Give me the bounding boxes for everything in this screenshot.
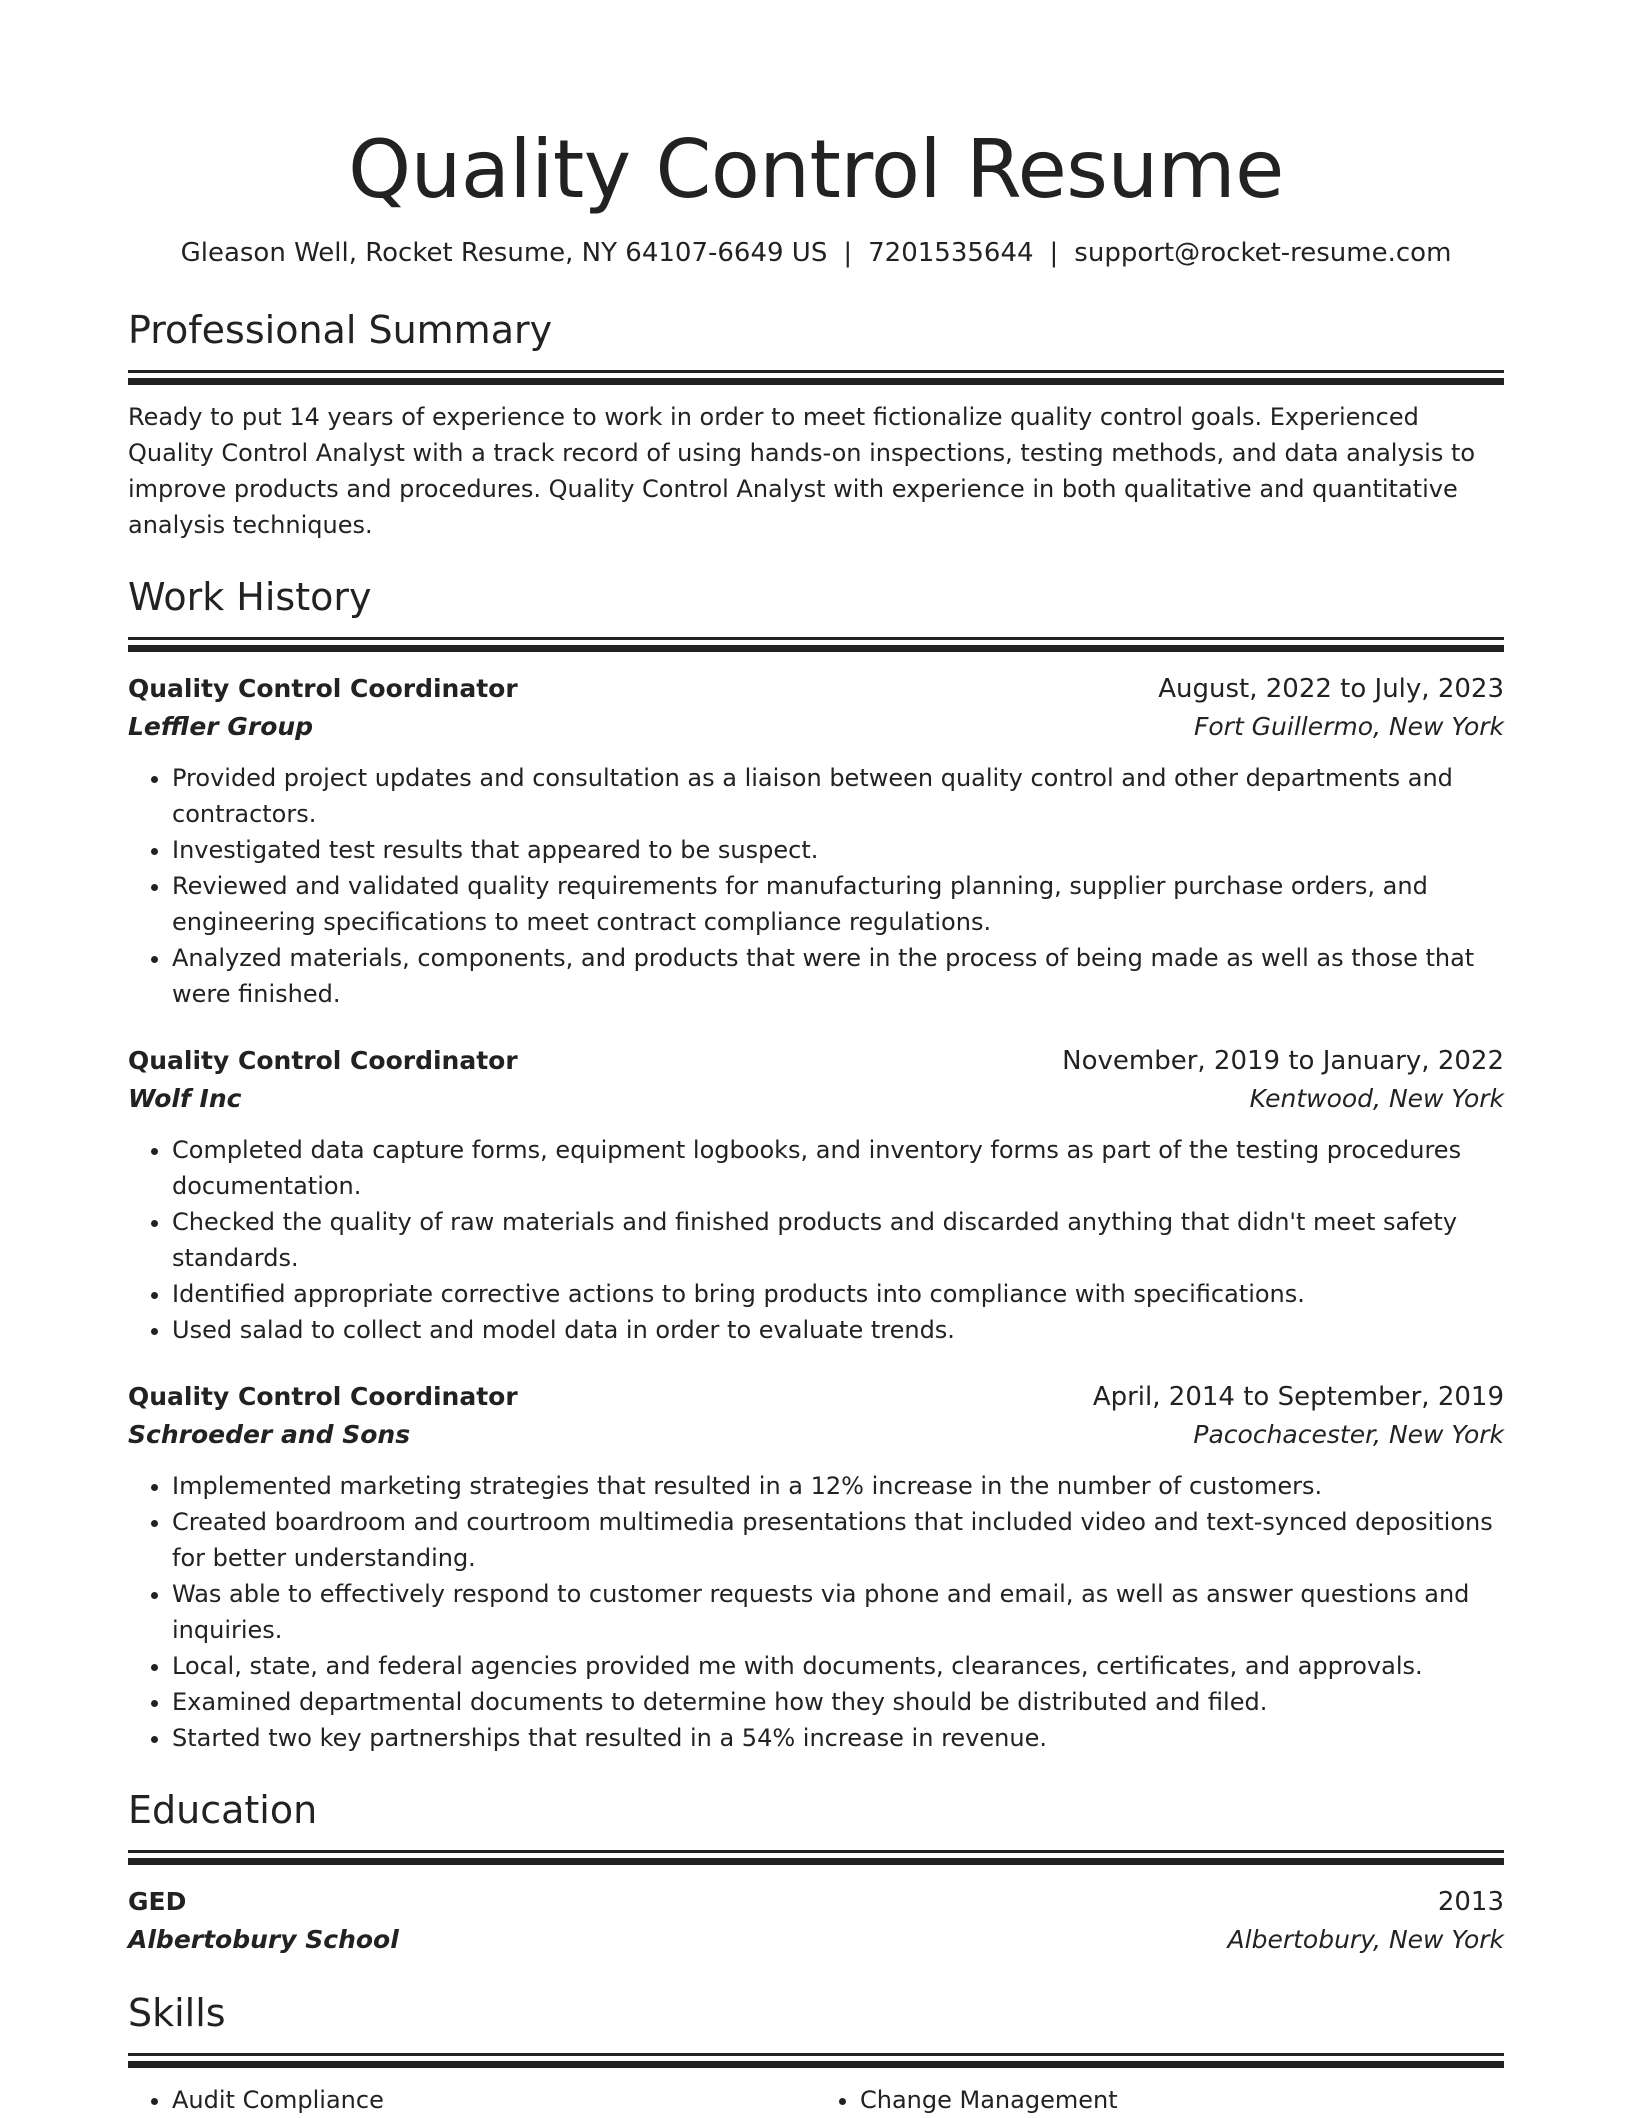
skills-columns bbox=[128, 2082, 1504, 2118]
job-bullet: • Checked the quality of raw materials and finished products and discarded anything that didn't meet safety standards. bbox=[172, 1204, 1504, 1276]
job-company-row bbox=[128, 708, 1504, 746]
skill-item: • Audit Compliance bbox=[172, 2082, 816, 2118]
contact-separator: | bbox=[843, 238, 853, 268]
job-header-row bbox=[128, 1378, 1504, 1416]
section-divider-thin bbox=[128, 637, 1504, 640]
education-year: 2013 bbox=[1437, 1887, 1504, 1917]
job-bullets bbox=[128, 760, 1504, 1012]
work-history-heading: Work History bbox=[128, 575, 372, 619]
job-bullet: • Was able to effectively respond to customer requests via phone and email, as well as answer questions and inquiries. bbox=[172, 1576, 1504, 1648]
job-location: Kentwood, New York bbox=[1249, 1084, 1504, 1113]
job-company: Leffler Group bbox=[128, 712, 314, 741]
contact-email: support@rocket-resume.com bbox=[1074, 238, 1452, 268]
job-company-row bbox=[128, 1416, 1504, 1454]
section-divider-thin bbox=[128, 2053, 1504, 2056]
summary-heading: Professional Summary bbox=[128, 308, 553, 352]
skills-column-right bbox=[816, 2082, 1504, 2118]
job-entry bbox=[128, 1042, 1504, 1348]
job-bullet: • Examined departmental documents to determine how they should be distributed and filed. bbox=[172, 1684, 1504, 1720]
job-dates: August, 2022 to July, 2023 bbox=[1158, 674, 1504, 704]
skills-section bbox=[128, 1989, 1504, 2118]
section-divider-thick bbox=[128, 378, 1504, 385]
work-history-section bbox=[128, 573, 1504, 1756]
job-bullet: • Analyzed materials, components, and products that were in the process of being made as well as those that were finished. bbox=[172, 940, 1504, 1012]
job-company: Wolf Inc bbox=[128, 1084, 242, 1113]
job-bullet: • Used salad to collect and model data in order to evaluate trends. bbox=[172, 1312, 1504, 1348]
skill-item: • Change Management bbox=[860, 2082, 1504, 2118]
contact-separator: | bbox=[1049, 238, 1059, 268]
section-divider-thick bbox=[128, 2061, 1504, 2068]
job-company: Schroeder and Sons bbox=[128, 1420, 411, 1449]
job-header-row bbox=[128, 1042, 1504, 1080]
summary-text: Ready to put 14 years of experience to work in order to meet fictionalize quality control goals. Experienced Quality Control Analyst with a track record of using hands-on inspections, testing methods, and data analysis to improve products and procedures. Quality Control Analyst with experience in both qualitative and quantitative analysis techniques. bbox=[128, 403, 1476, 539]
contact-phone: 7201535644 bbox=[868, 238, 1034, 268]
section-divider-thick bbox=[128, 645, 1504, 652]
job-title: Quality Control Coordinator bbox=[128, 1046, 518, 1075]
job-location: Pacochacester, New York bbox=[1193, 1420, 1504, 1449]
skills-heading: Skills bbox=[128, 1991, 226, 2035]
education-location: Albertobury, New York bbox=[1227, 1925, 1504, 1954]
section-divider-thick bbox=[128, 1858, 1504, 1865]
job-bullets bbox=[128, 1468, 1504, 1756]
job-bullet: • Identified appropriate corrective actions to bring products into compliance with specifications. bbox=[172, 1276, 1504, 1312]
job-location: Fort Guillermo, New York bbox=[1193, 712, 1504, 741]
job-bullet: • Started two key partnerships that resulted in a 54% increase in revenue. bbox=[172, 1720, 1504, 1756]
job-dates: April, 2014 to September, 2019 bbox=[1092, 1382, 1504, 1412]
education-section bbox=[128, 1786, 1504, 1959]
job-bullet: • Investigated test results that appeared to be suspect. bbox=[172, 832, 1504, 868]
education-school-row bbox=[128, 1921, 1504, 1959]
job-bullet: • Implemented marketing strategies that resulted in a 12% increase in the number of customers. bbox=[172, 1468, 1504, 1504]
job-title: Quality Control Coordinator bbox=[128, 674, 518, 703]
job-header-row bbox=[128, 670, 1504, 708]
job-bullet: • Completed data capture forms, equipment logbooks, and inventory forms as part of the testing procedures documentation. bbox=[172, 1132, 1504, 1204]
contact-line bbox=[128, 236, 1504, 270]
job-bullet: • Created boardroom and courtroom multimedia presentations that included video and text-synced depositions for better understanding. bbox=[172, 1504, 1504, 1576]
resume-title: Quality Control Resume bbox=[348, 123, 1284, 216]
job-bullets bbox=[128, 1132, 1504, 1348]
job-bullet: • Reviewed and validated quality requirements for manufacturing planning, supplier purchase orders, and engineering specifications to meet contract compliance regulations. bbox=[172, 868, 1504, 940]
education-school: Albertobury School bbox=[128, 1925, 399, 1954]
education-entry bbox=[128, 1883, 1504, 1959]
section-divider-thin bbox=[128, 370, 1504, 373]
summary-section bbox=[128, 306, 1504, 543]
job-bullet: • Provided project updates and consultation as a liaison between quality control and other departments and contractors. bbox=[172, 760, 1504, 832]
skills-column-left bbox=[128, 2082, 816, 2118]
education-heading: Education bbox=[128, 1788, 318, 1832]
job-dates: November, 2019 to January, 2022 bbox=[1062, 1046, 1504, 1076]
job-entry bbox=[128, 1378, 1504, 1756]
education-header-row bbox=[128, 1883, 1504, 1921]
education-degree: GED bbox=[128, 1887, 187, 1916]
job-title: Quality Control Coordinator bbox=[128, 1382, 518, 1411]
section-divider-thin bbox=[128, 1850, 1504, 1853]
contact-address: Gleason Well, Rocket Resume, NY 64107-6649 US bbox=[180, 238, 828, 268]
job-bullet: • Local, state, and federal agencies provided me with documents, clearances, certificates, and approvals. bbox=[172, 1648, 1504, 1684]
job-company-row bbox=[128, 1080, 1504, 1118]
job-entry bbox=[128, 670, 1504, 1012]
